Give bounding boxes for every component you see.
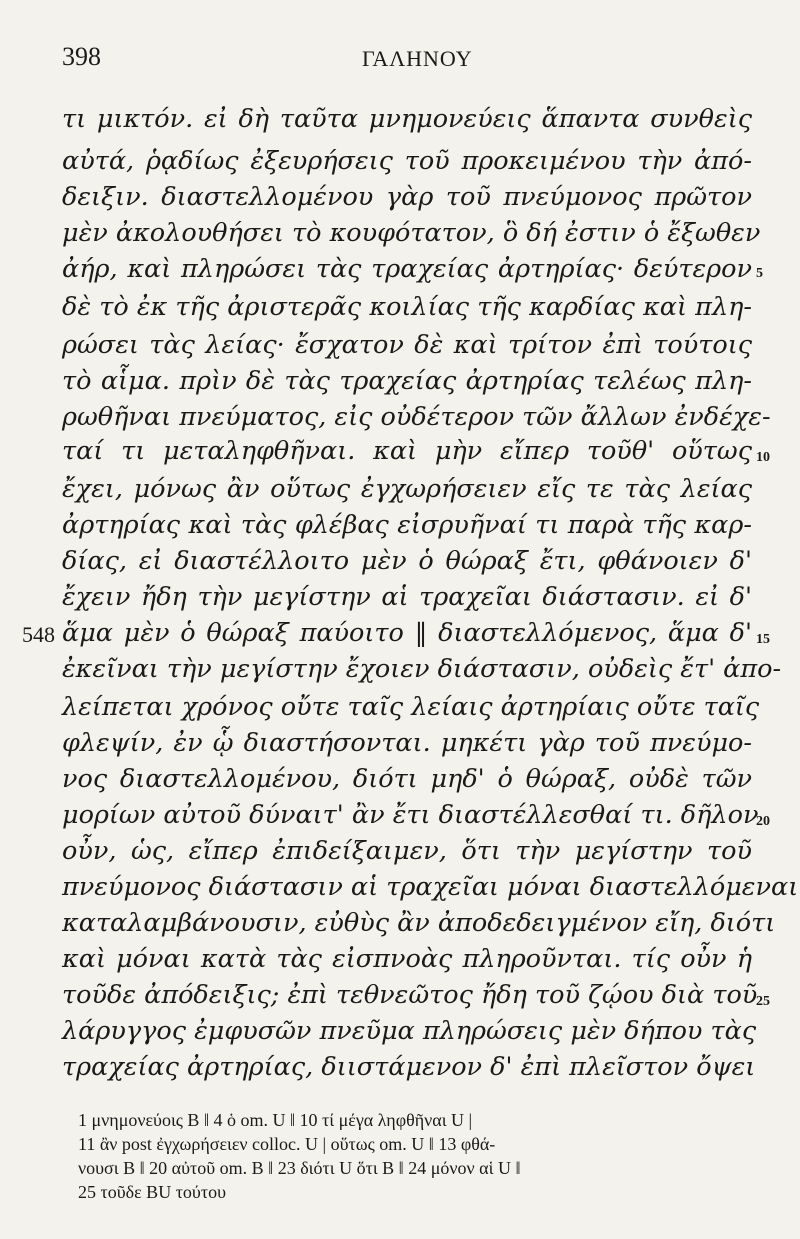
text-line: ἀρτηρίας καὶ τὰς φλέβας εἰσρυῆναί τι παρὰ τῆς καρ-	[62, 510, 752, 540]
text-line: λείπεται χρόνος οὔτε ταῖς λείαις ἀρτηρίαις οὔτε ταῖς	[62, 692, 760, 722]
text-line: τὸ αἷμα. πρὶν δὲ τὰς τραχείας ἀρτηρίας τελέως πλη-	[62, 366, 752, 396]
text-line: τοῦδε ἀπόδειξις; ἐπὶ τεθνεῶτος ἤδη τοῦ ζῴου διὰ τοῦ	[62, 980, 758, 1010]
line-number: 20	[756, 814, 770, 829]
line-number: 15	[756, 632, 770, 647]
text-line: φλεψίν, ἐν ᾧ διαστήσονται. μηκέτι γὰρ τοῦ πνεύμο-	[62, 728, 752, 758]
text-line: πνεύμονος διάστασιν αἱ τραχεῖαι μόναι διαστελλόμεναι	[62, 872, 799, 902]
text-line: ἀήρ, καὶ πληρώσει τὰς τραχείας ἀρτηρίας· δεύτερον	[62, 254, 752, 284]
text-line: αὐτά, ῥᾳδίως ἐξευρήσεις τοῦ προκειμένου τὴν ἀπό-	[62, 146, 752, 176]
text-line: λάρυγγος ἐμφυσῶν πνεῦμα πληρώσεις μὲν δήπου τὰς	[62, 1016, 757, 1046]
text-line: ρώσει τὰς λείας· ἔσχατον δὲ καὶ τρίτον ἐπὶ τούτοις	[62, 330, 752, 360]
text-line: μὲν ἀκολουθήσει τὸ κουφότατον, ὃ δή ἐστιν ὁ ἔξωθεν	[62, 218, 761, 248]
text-line: δειξιν. διαστελλομένου γὰρ τοῦ πνεύμονος πρῶτον	[62, 182, 752, 212]
text-line: ἔχειν ἤδη τὴν μεγίστην αἱ τραχεῖαι διάστασιν. εἰ δ'	[62, 582, 752, 612]
line-number: 10	[756, 450, 770, 465]
text-line: μορίων αὐτοῦ δύναιτ' ἂν ἔτι διαστέλλεσθαί τι. δῆλον	[62, 800, 759, 830]
text-line: ταί τι μεταληφθῆναι. καὶ μὴν εἴπερ τοῦθ' οὕτως	[62, 436, 752, 466]
text-line: δίας, εἰ διαστέλλοιτο μὲν ὁ θώραξ ἔτι, φθάνοιεν δ'	[62, 546, 752, 576]
page-number: 398	[62, 42, 101, 71]
margin-page-reference: 548	[22, 622, 55, 647]
text-line: τραχείας ἀρτηρίας, διιστάμενον δ' ἐπὶ πλεῖστον ὄψει	[62, 1052, 756, 1082]
text-line: ἅμα μὲν ὁ θώραξ παύοιτο ‖ διαστελλόμενος, ἅμα δ'	[62, 618, 752, 648]
page-header	[62, 42, 760, 82]
line-number: 25	[756, 994, 770, 1009]
text-line: νος διαστελλομένου, διότι μηδ' ὁ θώραξ, οὐδὲ τῶν	[62, 764, 752, 794]
running-title: ΓΑΛΗΝΟΥ	[362, 46, 473, 71]
text-line: καταλαμβάνουσιν, εὐθὺς ἂν ἀποδεδειγμένον εἴη, διότι	[62, 908, 776, 938]
text-line: ρωθῆναι πνεύματος, εἰς οὐδέτερον τῶν ἄλλων ἐνδέχε-	[62, 402, 771, 432]
text-line: καὶ μόναι κατὰ τὰς εἰσπνοὰς πληροῦνται. τίς οὖν ἡ	[62, 944, 752, 974]
text-line: ἔχει, μόνως ἂν οὕτως ἐγχωρήσειεν εἴς τε τὰς λείας	[62, 474, 752, 504]
footnote-line: νουσι B ‖ 20 αὐτοῦ om. B ‖ 23 διότι U ὅτι B ‖ 24 μόνον αἱ U ‖	[78, 1158, 521, 1178]
line-number: 5	[756, 266, 763, 281]
text-line: δὲ τὸ ἐκ τῆς ἀριστερᾶς κοιλίας τῆς καρδίας καὶ πλη-	[62, 292, 752, 322]
footnote-line: 25 τοῦδε BU τούτου	[78, 1182, 226, 1202]
text-line: τι μικτόν. εἰ δὴ ταῦτα μνημονεύεις ἅπαντα συνθεὶς	[62, 104, 752, 134]
footnote-line: 1 μνημονεύοις B ‖ 4 ὁ om. U ‖ 10 τί μέγα ληφθῆναι U |	[78, 1110, 473, 1130]
text-line: οὖν, ὡς, εἴπερ ἐπιδείξαιμεν, ὅτι τὴν μεγίστην τοῦ	[62, 836, 752, 866]
footnote-line: 11 ἂν post ἐγχωρήσειεν colloc. U | οὕτως om. U ‖ 13 φθά-	[78, 1134, 496, 1154]
text-line: ἐκεῖναι τὴν μεγίστην ἔχοιεν διάστασιν, οὐδεὶς ἔτ' ἀπο-	[62, 654, 782, 684]
